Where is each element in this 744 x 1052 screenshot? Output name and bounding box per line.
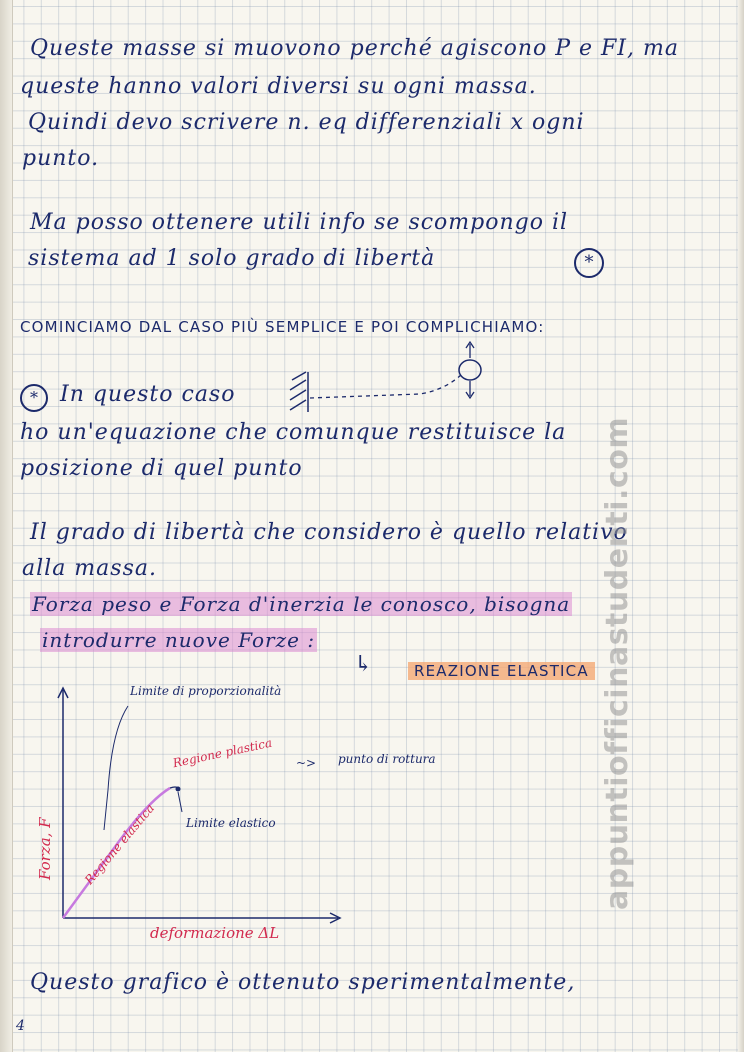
rupture-point-dot — [176, 787, 181, 792]
elastic-limit-pointer — [178, 792, 182, 812]
label-elastic-limit: Limite elastico — [186, 816, 276, 830]
note-line-2: queste hanno valori diversi su ogni massa. — [20, 74, 537, 99]
note-line-11: Il grado di libertà che considero è quello relativo — [30, 520, 628, 545]
note-line-1: Queste masse si muovono perché agiscono P e FI, ma — [30, 36, 679, 61]
note-line-4: punto. — [22, 146, 100, 171]
note-line-6: sistema ad 1 solo grado di libertà — [28, 246, 436, 271]
watermark: appuntiofficinastudenti.com — [600, 416, 635, 910]
note-line-3: Quindi devo scrivere n. eq differenziali x ogni — [28, 110, 585, 135]
note-line-14-text: introdurre nuove Forze : — [42, 628, 316, 652]
label-proportionality-limit: Limite di proporzionalità — [130, 684, 282, 698]
y-axis-label: Forza, F — [36, 817, 54, 880]
bottom-line: Questo grafico è ottenuto sperimentalmente, — [30, 970, 576, 995]
note-line-5: Ma posso ottenere utili info se scompongo il — [30, 210, 569, 235]
label-elastic-region: Regione elastica — [82, 801, 158, 887]
note-line-7: COMINCIAMO DAL CASO PIÙ SEMPLICE E POI COMPLICHIAMO: — [20, 318, 545, 336]
label-rupture-arrow: ~> — [296, 756, 317, 770]
label-plastic-region: Regione plastica — [171, 735, 274, 771]
mass-circle — [459, 360, 481, 380]
proportionality-pointer — [104, 706, 128, 830]
note-line-13-text: Forza peso e Forza d'inerzia le conosco, bisogna — [32, 592, 571, 616]
page-mark: 4 — [16, 1018, 26, 1034]
arrow-symbol: ↳ — [354, 652, 374, 677]
note-line-9: ho un'equazione che comunque restituisce la — [20, 420, 567, 445]
dashed-link — [310, 374, 462, 398]
star-marker-2: * — [20, 384, 48, 412]
highlight-label: REAZIONE ELASTICA — [408, 662, 595, 680]
note-line-12: alla massa. — [22, 556, 157, 581]
x-axis-label: deformazione ΔL — [150, 924, 280, 942]
note-line-8: In questo caso — [60, 382, 236, 407]
wall-hatching — [290, 372, 308, 412]
star-marker-1: * — [574, 248, 604, 278]
chart — [58, 688, 340, 923]
label-rupture-point: punto di rottura — [338, 752, 436, 766]
note-line-10: posizione di quel punto — [20, 456, 303, 481]
